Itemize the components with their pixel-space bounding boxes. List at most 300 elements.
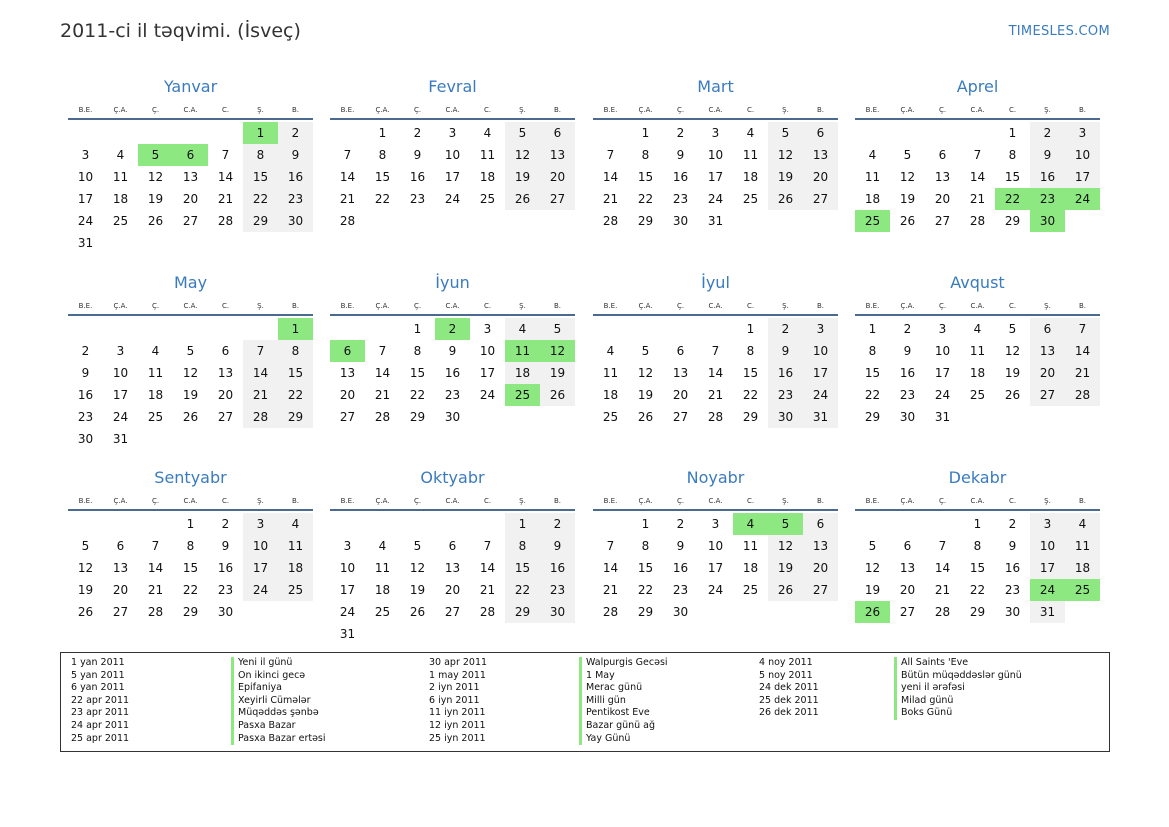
day-cell: 21 [1065,362,1100,384]
day-cell: 7 [378,344,387,358]
weekday-label: B. [291,497,300,505]
empty-cell [68,318,103,340]
day-cell: 21 [147,583,164,597]
legend-names-1 [231,657,326,745]
day-grid [593,122,838,232]
day-cell: 15 [969,561,986,575]
weekday-header [593,298,838,316]
month-name: İyun [435,273,470,292]
day-cell: 29 [409,410,426,424]
day-cell: 19 [768,166,803,188]
weekday-label: Ç.A. [375,497,390,505]
day-cell: 3 [483,322,492,336]
day-cell: 4 [868,148,877,162]
weekday-label: B. [816,106,825,114]
day-cell: 26 [147,214,164,228]
day-cell: 19 [409,583,426,597]
empty-cell [330,513,365,535]
empty-cell [173,122,208,144]
day-cell: 19 [147,192,164,206]
day-cell: 17 [243,557,278,579]
empty-cell [470,513,505,535]
day-cell: 24 [112,410,129,424]
day-cell: 17 [479,366,496,380]
day-cell: 23 [444,388,461,402]
day-cell: 15 [637,561,654,575]
day-cell: 22 [742,388,759,402]
empty-cell [663,318,698,340]
day-cell: 4 [746,126,755,140]
day-cell: 1 [505,513,540,535]
legend-entry: yeni il ərəfəsi [894,682,1022,695]
empty-cell [435,513,470,535]
day-cell: 19 [505,166,540,188]
legend-entry: 4 noy 2011 [759,657,813,668]
day-cell: 10 [479,344,496,358]
empty-cell [593,122,628,144]
day-cell: 31 [1030,601,1065,623]
weekday-label: B.E. [865,497,880,505]
day-cell: 9 [1008,539,1017,553]
weekday-label: Ş. [782,497,789,505]
day-cell: 3 [1030,513,1065,535]
page-title: 2011-ci il təqvimi. (İsveç) [60,20,301,42]
day-cell: 24 [707,192,724,206]
day-cell: 7 [243,340,278,362]
weekday-label: B.E. [603,497,618,505]
legend-entry: 2 iyn 2011 [429,682,480,694]
weekday-label: C. [1008,106,1017,114]
weekday-label: C.A. [445,106,460,114]
day-cell: 28 [374,410,391,424]
weekday-label: Ç. [676,106,685,114]
day-cell: 29 [505,601,540,623]
day-cell: 19 [768,557,803,579]
weekday-label: B. [1078,302,1087,310]
day-cell: 16 [77,388,94,402]
day-cell: 28 [969,214,986,228]
day-cell: 6 [540,122,575,144]
day-cell: 30 [278,210,313,232]
day-cell: 28 [243,406,278,428]
day-cell: 26 [637,410,654,424]
day-cell: 17 [77,192,94,206]
day-cell: 11 [112,170,129,184]
day-cell: 9 [676,539,685,553]
weekday-label: Ş. [519,497,526,505]
day-cell: 27 [934,214,951,228]
day-cell: 8 [1008,148,1017,162]
day-cell: 21 [243,384,278,406]
weekday-label: C.A. [970,106,985,114]
day-grid [68,318,313,450]
day-cell: 22 [505,579,540,601]
day-cell: 10 [1030,535,1065,557]
day-cell: 27 [803,188,838,210]
day-cell: 8 [378,148,387,162]
day-cell: 14 [707,366,724,380]
day-cell: 21 [602,583,619,597]
day-cell: 30 [540,601,575,623]
weekday-label: Ç. [151,106,160,114]
day-cell: 2 [413,126,422,140]
day-cell: 23 [768,384,803,406]
weekday-label: Ç.A. [375,106,390,114]
weekday-label: Ç. [413,497,422,505]
day-cell: 29 [182,605,199,619]
month-name: Dekabr [948,468,1007,487]
day-cell: 12 [864,561,881,575]
day-cell: 29 [243,210,278,232]
day-cell: 20 [217,388,234,402]
day-cell: 30 [672,605,689,619]
day-cell: 27 [339,410,356,424]
day-cell: 2 [540,513,575,535]
weekday-label: C.A. [708,302,723,310]
day-cell: 24 [243,579,278,601]
day-cell: 22 [243,188,278,210]
weekday-label: C.A. [183,497,198,505]
holiday-day-cell: 2 [435,318,470,340]
legend-entry: Pentikost Eve [579,707,668,720]
day-grid [330,318,575,428]
day-cell: 25 [602,410,619,424]
legend-entry: All Saints 'Eve [894,657,1022,670]
holiday-day-cell: 5 [768,513,803,535]
weekday-label: Ş. [257,302,264,310]
day-cell: 6 [903,539,912,553]
day-cell: 16 [1030,166,1065,188]
day-cell: 20 [1030,362,1065,384]
weekday-label: Ç. [676,497,685,505]
day-cell: 28 [147,605,164,619]
day-cell: 26 [409,605,426,619]
day-cell: 3 [448,126,457,140]
weekday-label: B.E. [603,302,618,310]
weekday-label: Ş. [1044,302,1051,310]
day-cell: 9 [768,340,803,362]
legend-entry: Milad günü [894,695,1022,708]
empty-cell [68,122,103,144]
legend-entry: Yay Günü [579,733,668,746]
day-cell: 21 [602,192,619,206]
day-cell: 12 [768,144,803,166]
empty-cell [960,122,995,144]
day-cell: 11 [479,148,496,162]
legend-entry: 1 may 2011 [429,669,486,681]
day-cell: 11 [742,148,759,162]
day-cell: 3 [116,344,125,358]
day-cell: 27 [182,214,199,228]
holiday-day-cell: 30 [1030,210,1065,232]
weekday-label: B. [1078,106,1087,114]
day-cell: 28 [934,605,951,619]
day-cell: 26 [899,214,916,228]
day-cell: 6 [1030,318,1065,340]
day-cell: 5 [868,539,877,553]
weekday-label: B. [291,302,300,310]
empty-cell [925,513,960,535]
weekday-label: B. [553,302,562,310]
day-cell: 26 [540,384,575,406]
holiday-day-cell: 25 [855,210,890,232]
day-cell: 3 [711,517,720,531]
day-cell: 22 [969,583,986,597]
legend-entry: Pasxa Bazar [231,720,326,733]
day-cell: 28 [707,410,724,424]
day-cell: 25 [969,388,986,402]
empty-cell [330,122,365,144]
day-cell: 9 [448,344,457,358]
day-cell: 20 [540,166,575,188]
empty-cell [103,513,138,535]
day-cell: 15 [742,366,759,380]
day-cell: 25 [742,583,759,597]
month-10 [330,461,575,645]
day-cell: 22 [637,192,654,206]
weekday-label: B.E. [603,106,618,114]
day-cell: 23 [217,583,234,597]
day-cell: 23 [672,583,689,597]
day-cell: 3 [243,513,278,535]
day-cell: 16 [672,561,689,575]
day-cell: 18 [864,192,881,206]
month-name: Fevral [428,77,477,96]
legend-entry: On ikinci gecə [231,670,326,683]
empty-cell [138,513,173,535]
day-cell: 7 [221,148,230,162]
day-cell: 29 [742,410,759,424]
day-cell: 23 [278,188,313,210]
holiday-day-cell: 12 [540,340,575,362]
day-cell: 22 [637,583,654,597]
day-cell: 9 [278,144,313,166]
day-grid [855,513,1100,623]
weekday-label: C.A. [183,302,198,310]
day-cell: 23 [899,388,916,402]
day-cell: 20 [339,388,356,402]
day-cell: 2 [1008,517,1017,531]
day-cell: 7 [938,539,947,553]
day-cell: 10 [934,344,951,358]
day-grid [855,318,1100,428]
day-cell: 18 [742,561,759,575]
day-cell: 5 [413,539,422,553]
day-cell: 18 [505,362,540,384]
day-cell: 6 [676,344,685,358]
legend-entry: Yeni il günü [231,657,326,670]
weekday-label: B.E. [865,106,880,114]
weekday-label: Ç. [413,106,422,114]
day-cell: 14 [602,170,619,184]
day-cell: 12 [147,170,164,184]
day-cell: 14 [217,170,234,184]
weekday-label: B.E. [340,302,355,310]
day-cell: 1 [641,126,650,140]
day-cell: 30 [217,605,234,619]
day-cell: 1 [746,322,755,336]
day-cell: 17 [112,388,129,402]
day-cell: 26 [1004,388,1021,402]
day-cell: 4 [1065,513,1100,535]
day-cell: 13 [182,170,199,184]
day-grid [68,122,313,254]
weekday-label: B. [291,106,300,114]
day-cell: 18 [278,557,313,579]
day-cell: 25 [147,410,164,424]
day-cell: 12 [182,366,199,380]
day-cell: 20 [803,166,838,188]
weekday-label: C.A. [970,497,985,505]
day-cell: 15 [409,366,426,380]
day-cell: 3 [938,322,947,336]
holiday-day-cell: 4 [733,513,768,535]
weekday-label: C.A. [445,302,460,310]
month-6 [330,266,575,428]
weekday-label: Ç.A. [375,302,390,310]
day-cell: 16 [217,561,234,575]
day-cell: 27 [217,410,234,424]
day-cell: 8 [641,539,650,553]
day-cell: 12 [768,535,803,557]
legend-entry: 25 iyn 2011 [429,732,486,744]
day-cell: 14 [243,362,278,384]
day-cell: 15 [637,170,654,184]
weekday-label: B. [1078,497,1087,505]
weekday-label: C.A. [708,106,723,114]
day-cell: 8 [746,344,755,358]
day-cell: 20 [112,583,129,597]
weekday-label: B.E. [340,106,355,114]
day-cell: 13 [540,144,575,166]
day-cell: 4 [116,148,125,162]
legend-entry: Milli gün [579,695,668,708]
day-cell: 7 [343,148,352,162]
day-cell: 25 [374,605,391,619]
day-cell: 20 [899,583,916,597]
day-cell: 24 [803,384,838,406]
day-cell: 6 [448,539,457,553]
weekday-label: Ç. [413,302,422,310]
day-cell: 31 [803,406,838,428]
day-cell: 9 [540,535,575,557]
weekday-label: B.E. [865,302,880,310]
day-cell: 5 [903,148,912,162]
day-cell: 10 [112,366,129,380]
day-cell: 1 [186,517,195,531]
month-name: Mart [697,77,734,96]
day-cell: 3 [343,539,352,553]
day-cell: 9 [903,344,912,358]
month-name: Avqust [950,273,1005,292]
weekday-label: Ş. [782,302,789,310]
weekday-label: C.A. [970,302,985,310]
day-cell: 12 [77,561,94,575]
legend-entry: 12 iyn 2011 [429,719,486,731]
month-9 [68,461,313,623]
day-cell: 22 [864,388,881,402]
legend-entry: 1 May [579,670,668,683]
day-cell: 3 [711,126,720,140]
weekday-header [330,298,575,316]
day-cell: 31 [77,236,94,250]
empty-cell [103,318,138,340]
legend-entry: 30 apr 2011 [429,657,488,668]
day-cell: 17 [339,583,356,597]
day-cell: 6 [221,344,230,358]
day-cell: 13 [1030,340,1065,362]
day-cell: 7 [483,539,492,553]
day-cell: 5 [768,122,803,144]
day-cell: 12 [505,144,540,166]
day-cell: 14 [339,170,356,184]
day-grid [330,122,575,232]
day-cell: 5 [641,344,650,358]
day-cell: 16 [409,170,426,184]
legend-entry: 25 dek 2011 [759,694,819,706]
day-cell: 11 [864,170,881,184]
day-cell: 15 [243,166,278,188]
weekday-label: B.E. [78,497,93,505]
day-grid [68,513,313,623]
month-11 [593,461,838,623]
legend-entry: Bazar günü ağ [579,720,668,733]
weekday-header [593,102,838,120]
day-cell: 24 [934,388,951,402]
weekday-header [330,102,575,120]
day-cell: 28 [602,605,619,619]
day-cell: 18 [602,388,619,402]
day-cell: 14 [969,170,986,184]
day-cell: 1 [378,126,387,140]
day-cell: 28 [1065,384,1100,406]
month-1 [68,70,313,254]
legend-entry: Boks Günü [894,707,1022,720]
weekday-label: Ş. [1044,106,1051,114]
day-cell: 12 [1004,344,1021,358]
legend-dates-1 [71,657,129,745]
day-cell: 15 [182,561,199,575]
weekday-header [855,493,1100,511]
empty-cell [138,318,173,340]
day-cell: 16 [278,166,313,188]
day-cell: 17 [1065,166,1100,188]
day-cell: 21 [217,192,234,206]
day-cell: 4 [151,344,160,358]
day-cell: 14 [479,561,496,575]
day-cell: 11 [147,366,164,380]
day-cell: 20 [672,388,689,402]
day-cell: 15 [374,170,391,184]
holiday-day-cell: 1 [243,122,278,144]
day-cell: 10 [707,148,724,162]
day-cell: 16 [899,366,916,380]
month-name: Oktyabr [420,468,485,487]
empty-cell [400,513,435,535]
weekday-label: Ş. [257,106,264,114]
day-cell: 30 [444,410,461,424]
day-cell: 27 [444,605,461,619]
day-cell: 4 [505,318,540,340]
day-cell: 22 [374,192,391,206]
day-cell: 4 [483,126,492,140]
day-cell: 19 [864,583,881,597]
day-cell: 11 [602,366,619,380]
day-cell: 10 [339,561,356,575]
day-cell: 20 [182,192,199,206]
month-name: Aprel [956,77,999,96]
brand-link[interactable]: TIMESLES.COM [1008,24,1110,39]
